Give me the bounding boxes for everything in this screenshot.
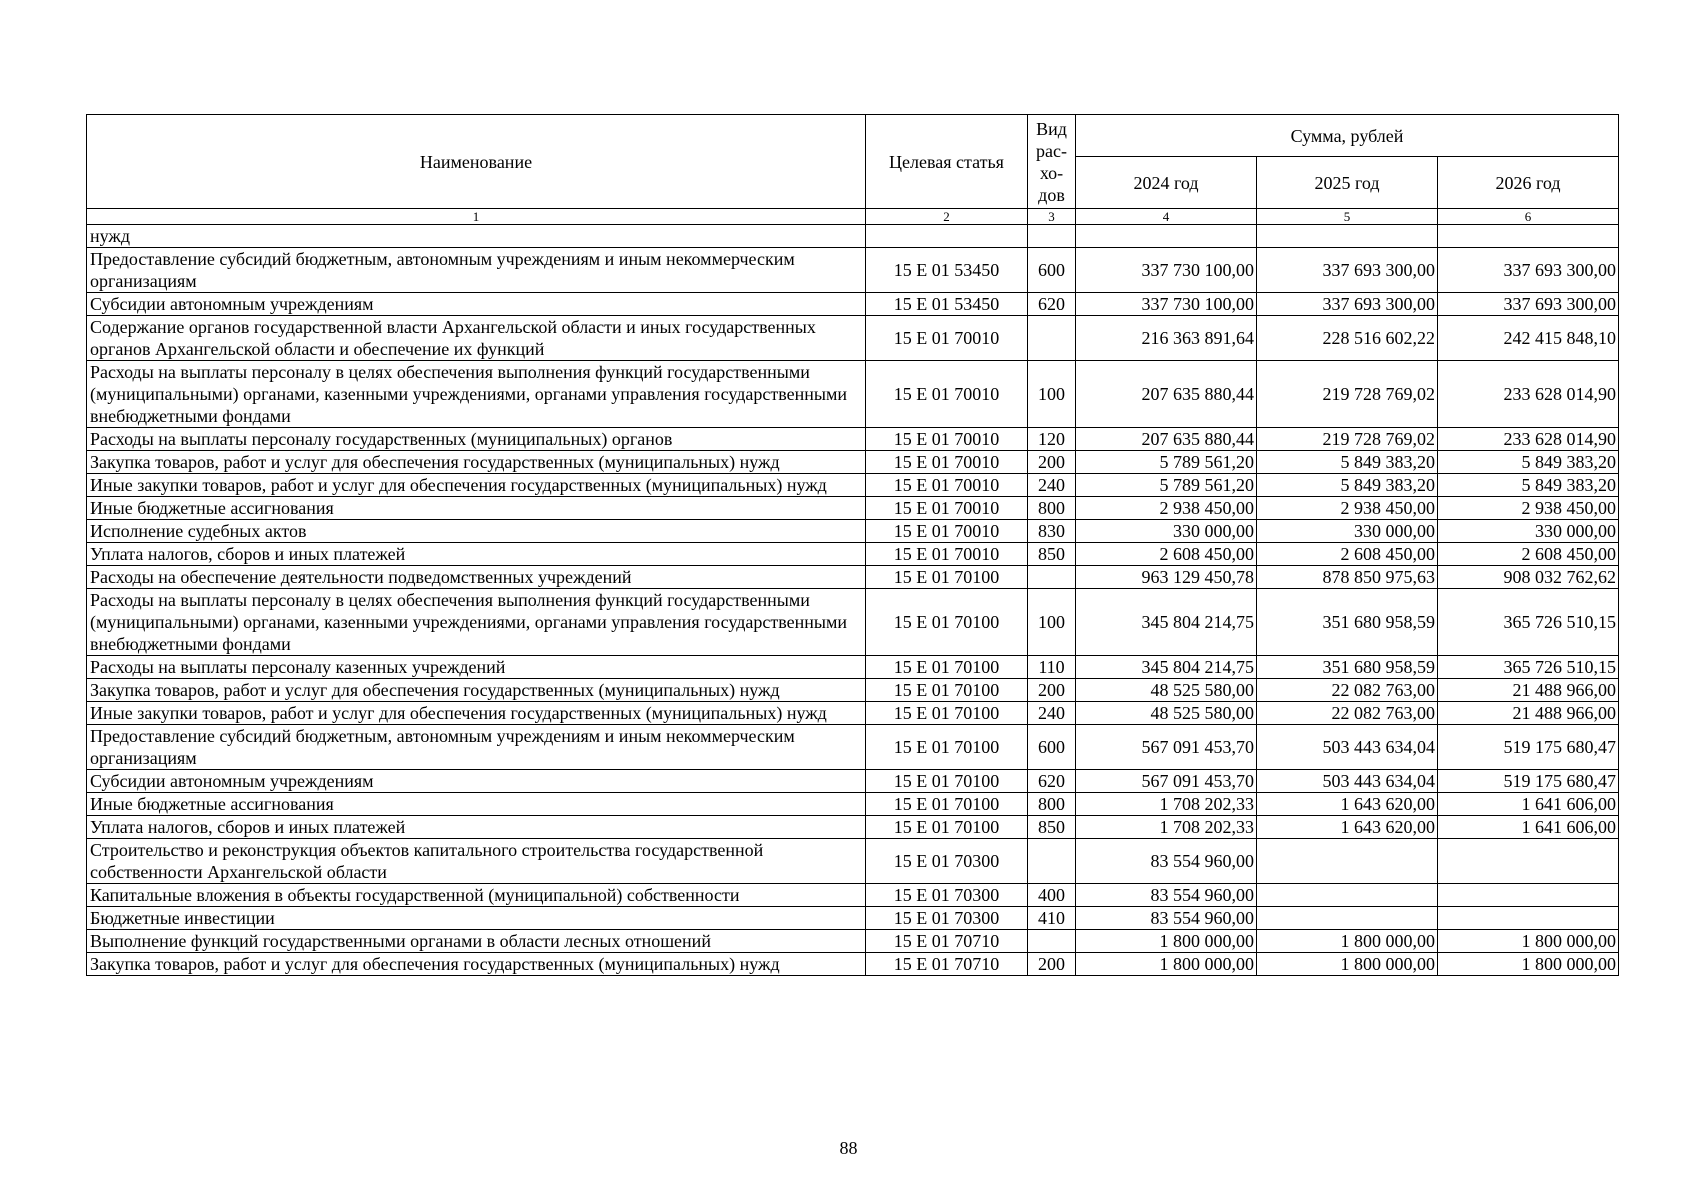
row-sum-2024: 345 804 214,75 [1076, 656, 1257, 679]
table-row [87, 953, 1619, 976]
row-sum-2026: 330 000,00 [1438, 520, 1619, 543]
row-sum-2024 [1076, 225, 1257, 248]
row-target-article: 15 Е 01 70710 [866, 930, 1028, 953]
row-expense-kind: 800 [1028, 793, 1076, 816]
row-target-article: 15 Е 01 70100 [866, 566, 1028, 589]
table-row [87, 566, 1619, 589]
row-sum-2025: 228 516 602,22 [1257, 316, 1438, 361]
table-row [87, 770, 1619, 793]
row-sum-2025: 2 608 450,00 [1257, 543, 1438, 566]
table-row [87, 497, 1619, 520]
column-index-row [87, 209, 1619, 225]
row-sum-2025 [1257, 839, 1438, 884]
row-sum-2026 [1438, 839, 1619, 884]
row-sum-2026: 242 415 848,10 [1438, 316, 1619, 361]
row-name: Строительство и реконструкция объектов капитального строительства государственной собственности Архангельской области [87, 839, 866, 884]
row-name: Расходы на выплаты персоналу в целях обеспечения выполнения функций государственными (муниципальными) органами, казенными учреждениями, органами управления государственными внебюджетными фондами [87, 361, 866, 428]
row-sum-2026: 1 800 000,00 [1438, 930, 1619, 953]
row-target-article: 15 Е 01 70300 [866, 907, 1028, 930]
row-sum-2024: 207 635 880,44 [1076, 361, 1257, 428]
row-expense-kind: 620 [1028, 293, 1076, 316]
row-sum-2024: 2 938 450,00 [1076, 497, 1257, 520]
row-expense-kind [1028, 225, 1076, 248]
row-name: нужд [87, 225, 866, 248]
table-row [87, 225, 1619, 248]
column-index: 1 [87, 209, 866, 225]
row-sum-2026: 1 641 606,00 [1438, 793, 1619, 816]
table-row [87, 930, 1619, 953]
row-name: Уплата налогов, сборов и иных платежей [87, 816, 866, 839]
row-expense-kind: 620 [1028, 770, 1076, 793]
row-name: Иные бюджетные ассигнования [87, 793, 866, 816]
row-sum-2024: 83 554 960,00 [1076, 839, 1257, 884]
row-expense-kind: 120 [1028, 428, 1076, 451]
row-sum-2025: 219 728 769,02 [1257, 428, 1438, 451]
row-expense-kind [1028, 316, 1076, 361]
row-sum-2025: 878 850 975,63 [1257, 566, 1438, 589]
row-sum-2026: 519 175 680,47 [1438, 770, 1619, 793]
row-target-article: 15 Е 01 70100 [866, 725, 1028, 770]
table-row [87, 725, 1619, 770]
row-expense-kind: 200 [1028, 953, 1076, 976]
header-expense-kind-line: Вид [1036, 118, 1067, 139]
table-row [87, 520, 1619, 543]
row-sum-2026 [1438, 225, 1619, 248]
row-sum-2024: 83 554 960,00 [1076, 884, 1257, 907]
row-name: Субсидии автономным учреждениям [87, 293, 866, 316]
table-row [87, 543, 1619, 566]
row-sum-2024: 567 091 453,70 [1076, 725, 1257, 770]
table-row [87, 816, 1619, 839]
table-row [87, 884, 1619, 907]
row-name: Капитальные вложения в объекты государственной (муниципальной) собственности [87, 884, 866, 907]
column-index: 5 [1257, 209, 1438, 225]
table-row [87, 702, 1619, 725]
row-sum-2026: 337 693 300,00 [1438, 293, 1619, 316]
row-expense-kind: 400 [1028, 884, 1076, 907]
row-target-article [866, 225, 1028, 248]
row-sum-2026: 908 032 762,62 [1438, 566, 1619, 589]
row-sum-2025: 219 728 769,02 [1257, 361, 1438, 428]
column-index: 3 [1028, 209, 1076, 225]
header-expense-kind-line: дов [1038, 184, 1065, 205]
table-row [87, 839, 1619, 884]
row-target-article: 15 Е 01 70100 [866, 589, 1028, 656]
row-name: Содержание органов государственной власти Архангельской области и иных государственных органов Архангельской области и обеспечение их функций [87, 316, 866, 361]
row-expense-kind: 800 [1028, 497, 1076, 520]
row-name: Расходы на выплаты персоналу в целях обеспечения выполнения функций государственными (муниципальными) органами, казенными учреждениями, органами управления государственными внебюджетными фондами [87, 589, 866, 656]
row-sum-2024: 48 525 580,00 [1076, 702, 1257, 725]
row-sum-2024: 2 608 450,00 [1076, 543, 1257, 566]
budget-table [86, 114, 1619, 976]
row-sum-2025: 351 680 958,59 [1257, 589, 1438, 656]
row-expense-kind: 240 [1028, 702, 1076, 725]
table-row [87, 248, 1619, 293]
row-sum-2025: 337 693 300,00 [1257, 293, 1438, 316]
row-sum-2024: 567 091 453,70 [1076, 770, 1257, 793]
row-sum-2025: 503 443 634,04 [1257, 725, 1438, 770]
row-target-article: 15 Е 01 70300 [866, 884, 1028, 907]
row-target-article: 15 Е 01 70010 [866, 428, 1028, 451]
row-sum-2025: 1 800 000,00 [1257, 930, 1438, 953]
row-expense-kind: 850 [1028, 543, 1076, 566]
row-name: Расходы на выплаты персоналу казенных учреждений [87, 656, 866, 679]
column-index: 2 [866, 209, 1028, 225]
header-sum: Сумма, рублей [1076, 115, 1619, 157]
row-expense-kind: 100 [1028, 589, 1076, 656]
row-sum-2025: 1 800 000,00 [1257, 953, 1438, 976]
row-name: Предоставление субсидий бюджетным, автономным учреждениям и иным некоммерческим организациям [87, 248, 866, 293]
row-sum-2026: 5 849 383,20 [1438, 474, 1619, 497]
row-sum-2024: 337 730 100,00 [1076, 248, 1257, 293]
row-name: Уплата налогов, сборов и иных платежей [87, 543, 866, 566]
row-name: Расходы на обеспечение деятельности подведомственных учреждений [87, 566, 866, 589]
row-target-article: 15 Е 01 70010 [866, 361, 1028, 428]
row-sum-2026: 519 175 680,47 [1438, 725, 1619, 770]
header-year-2025: 2025 год [1257, 157, 1438, 209]
row-sum-2024: 5 789 561,20 [1076, 474, 1257, 497]
row-target-article: 15 Е 01 53450 [866, 293, 1028, 316]
row-sum-2025: 22 082 763,00 [1257, 679, 1438, 702]
table-row [87, 316, 1619, 361]
row-sum-2024: 330 000,00 [1076, 520, 1257, 543]
row-name: Закупка товаров, работ и услуг для обеспечения государственных (муниципальных) нужд [87, 451, 866, 474]
column-index: 6 [1438, 209, 1619, 225]
row-expense-kind: 830 [1028, 520, 1076, 543]
column-index: 4 [1076, 209, 1257, 225]
row-name: Закупка товаров, работ и услуг для обеспечения государственных (муниципальных) нужд [87, 953, 866, 976]
row-sum-2026: 2 608 450,00 [1438, 543, 1619, 566]
row-expense-kind: 600 [1028, 725, 1076, 770]
row-name: Иные закупки товаров, работ и услуг для обеспечения государственных (муниципальных) нужд [87, 702, 866, 725]
row-target-article: 15 Е 01 70010 [866, 474, 1028, 497]
table-row [87, 793, 1619, 816]
row-sum-2026: 5 849 383,20 [1438, 451, 1619, 474]
row-expense-kind: 200 [1028, 451, 1076, 474]
row-expense-kind: 600 [1028, 248, 1076, 293]
row-target-article: 15 Е 01 70300 [866, 839, 1028, 884]
row-sum-2024: 1 708 202,33 [1076, 793, 1257, 816]
row-name: Иные закупки товаров, работ и услуг для обеспечения государственных (муниципальных) нужд [87, 474, 866, 497]
row-name: Закупка товаров, работ и услуг для обеспечения государственных (муниципальных) нужд [87, 679, 866, 702]
row-target-article: 15 Е 01 70100 [866, 770, 1028, 793]
row-sum-2026: 1 641 606,00 [1438, 816, 1619, 839]
row-sum-2025 [1257, 884, 1438, 907]
row-sum-2024: 1 800 000,00 [1076, 930, 1257, 953]
row-expense-kind: 100 [1028, 361, 1076, 428]
row-target-article: 15 Е 01 70100 [866, 702, 1028, 725]
row-sum-2026: 21 488 966,00 [1438, 702, 1619, 725]
header-expense-kind-line: рас- [1036, 140, 1067, 161]
row-sum-2026: 365 726 510,15 [1438, 589, 1619, 656]
row-sum-2025: 5 849 383,20 [1257, 451, 1438, 474]
row-sum-2025: 5 849 383,20 [1257, 474, 1438, 497]
header-target-article: Целевая статья [866, 115, 1028, 209]
row-target-article: 15 Е 01 70710 [866, 953, 1028, 976]
table-row [87, 589, 1619, 656]
table-row [87, 451, 1619, 474]
row-sum-2025 [1257, 907, 1438, 930]
page-number: 88 [839, 1138, 858, 1158]
row-sum-2024: 48 525 580,00 [1076, 679, 1257, 702]
row-expense-kind: 850 [1028, 816, 1076, 839]
header-expense-kind-line: хо- [1039, 162, 1064, 183]
row-target-article: 15 Е 01 53450 [866, 248, 1028, 293]
row-sum-2024: 216 363 891,64 [1076, 316, 1257, 361]
row-sum-2026: 2 938 450,00 [1438, 497, 1619, 520]
row-sum-2024: 5 789 561,20 [1076, 451, 1257, 474]
row-name: Субсидии автономным учреждениям [87, 770, 866, 793]
row-sum-2025: 351 680 958,59 [1257, 656, 1438, 679]
row-target-article: 15 Е 01 70100 [866, 679, 1028, 702]
row-sum-2026: 233 628 014,90 [1438, 361, 1619, 428]
header-year-2026: 2026 год [1438, 157, 1619, 209]
row-name: Бюджетные инвестиции [87, 907, 866, 930]
row-sum-2024: 207 635 880,44 [1076, 428, 1257, 451]
table-row [87, 679, 1619, 702]
row-sum-2026: 337 693 300,00 [1438, 248, 1619, 293]
row-sum-2024: 337 730 100,00 [1076, 293, 1257, 316]
row-sum-2025: 330 000,00 [1257, 520, 1438, 543]
row-expense-kind: 110 [1028, 656, 1076, 679]
row-expense-kind: 410 [1028, 907, 1076, 930]
table-body [87, 225, 1619, 976]
row-target-article: 15 Е 01 70100 [866, 793, 1028, 816]
table-row [87, 293, 1619, 316]
header-expense-kind [1028, 115, 1076, 209]
row-sum-2026: 1 800 000,00 [1438, 953, 1619, 976]
header-year-2024: 2024 год [1076, 157, 1257, 209]
row-target-article: 15 Е 01 70010 [866, 497, 1028, 520]
row-sum-2025: 337 693 300,00 [1257, 248, 1438, 293]
header-name: Наименование [87, 115, 866, 209]
row-sum-2025: 2 938 450,00 [1257, 497, 1438, 520]
row-name: Предоставление субсидий бюджетным, автономным учреждениям и иным некоммерческим организациям [87, 725, 866, 770]
row-sum-2024: 963 129 450,78 [1076, 566, 1257, 589]
row-expense-kind: 200 [1028, 679, 1076, 702]
table-row [87, 428, 1619, 451]
row-name: Расходы на выплаты персоналу государственных (муниципальных) органов [87, 428, 866, 451]
row-sum-2024: 1 708 202,33 [1076, 816, 1257, 839]
row-target-article: 15 Е 01 70100 [866, 656, 1028, 679]
row-expense-kind [1028, 839, 1076, 884]
table-row [87, 474, 1619, 497]
row-sum-2025 [1257, 225, 1438, 248]
row-sum-2026: 21 488 966,00 [1438, 679, 1619, 702]
table-row [87, 361, 1619, 428]
row-target-article: 15 Е 01 70100 [866, 816, 1028, 839]
row-sum-2025: 22 082 763,00 [1257, 702, 1438, 725]
row-name: Выполнение функций государственными органами в области лесных отношений [87, 930, 866, 953]
row-sum-2024: 345 804 214,75 [1076, 589, 1257, 656]
row-target-article: 15 Е 01 70010 [866, 451, 1028, 474]
row-sum-2025: 1 643 620,00 [1257, 816, 1438, 839]
row-expense-kind [1028, 930, 1076, 953]
table-row [87, 907, 1619, 930]
row-sum-2024: 1 800 000,00 [1076, 953, 1257, 976]
row-sum-2026: 365 726 510,15 [1438, 656, 1619, 679]
row-target-article: 15 Е 01 70010 [866, 543, 1028, 566]
row-target-article: 15 Е 01 70010 [866, 316, 1028, 361]
row-name: Исполнение судебных актов [87, 520, 866, 543]
table-row [87, 656, 1619, 679]
row-sum-2025: 1 643 620,00 [1257, 793, 1438, 816]
row-expense-kind: 240 [1028, 474, 1076, 497]
row-expense-kind [1028, 566, 1076, 589]
row-sum-2025: 503 443 634,04 [1257, 770, 1438, 793]
row-sum-2026 [1438, 884, 1619, 907]
budget-table-sheet [86, 114, 1618, 976]
row-sum-2026 [1438, 907, 1619, 930]
row-sum-2024: 83 554 960,00 [1076, 907, 1257, 930]
row-target-article: 15 Е 01 70010 [866, 520, 1028, 543]
row-name: Иные бюджетные ассигнования [87, 497, 866, 520]
row-sum-2026: 233 628 014,90 [1438, 428, 1619, 451]
